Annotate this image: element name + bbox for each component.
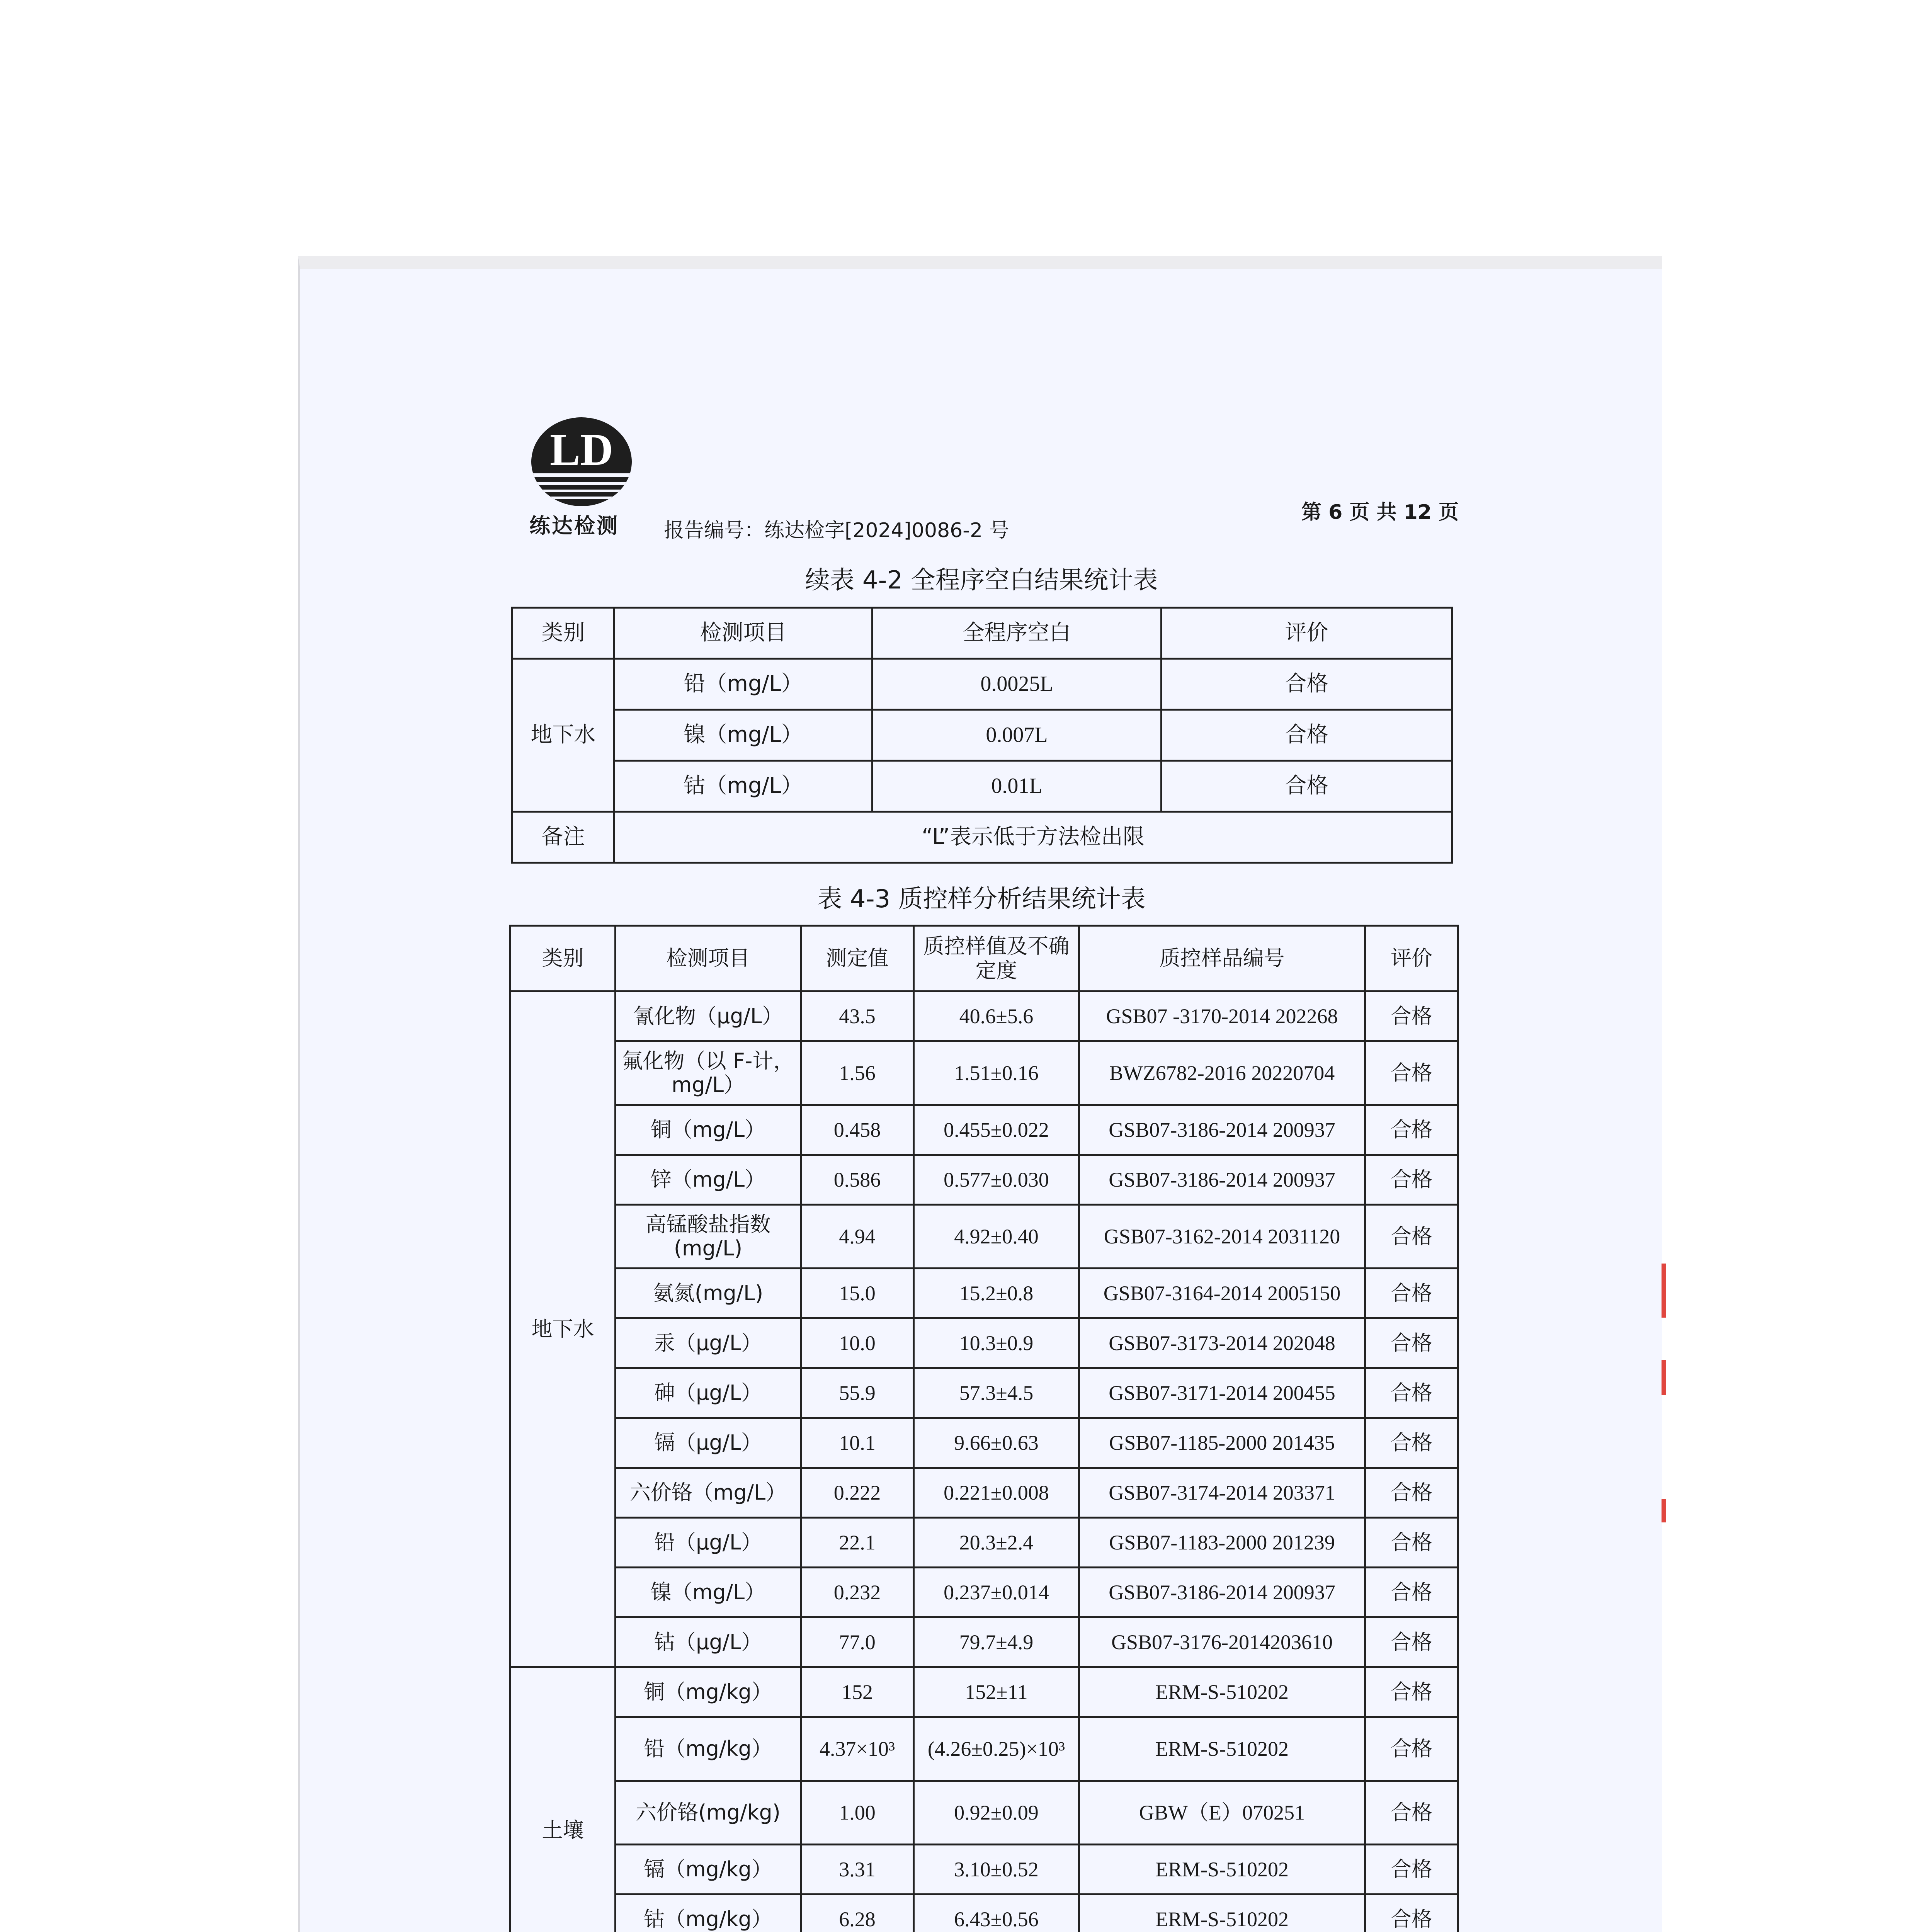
table-row (510, 1468, 1458, 1518)
evaluation-cell: 合格 (1365, 1617, 1458, 1667)
sample-code-cell: GSB07-3186-2014 200937 (1079, 1155, 1365, 1205)
item-cell: 铅（mg/kg） (616, 1717, 801, 1781)
note-row (512, 812, 1452, 863)
measured-value-cell: 10.1 (801, 1418, 914, 1468)
measured-value-cell: 152 (801, 1667, 914, 1717)
sample-code-cell: ERM-S-510202 (1079, 1717, 1365, 1781)
table-row (512, 761, 1452, 812)
reference-value-cell: 0.455±0.022 (914, 1105, 1079, 1155)
table-row (510, 1269, 1458, 1318)
reference-value-cell: 0.577±0.030 (914, 1155, 1079, 1205)
sample-code-cell: GSB07-3186-2014 200937 (1079, 1568, 1365, 1617)
item-cell: 铜（mg/L） (616, 1105, 801, 1155)
evaluation-cell: 合格 (1365, 1518, 1458, 1568)
sample-code-cell: GSB07-3162-2014 2031120 (1079, 1205, 1365, 1269)
category-cell: 土壤 (510, 1667, 616, 1932)
table-row (512, 659, 1452, 710)
evaluation-cell: 合格 (1365, 1368, 1458, 1418)
evaluation-cell: 合格 (1365, 1318, 1458, 1368)
measured-value-cell: 1.56 (801, 1041, 914, 1105)
sample-code-cell: GSB07-3171-2014 200455 (1079, 1368, 1365, 1418)
table-header-row (510, 926, 1458, 992)
evaluation-cell: 合格 (1365, 1895, 1458, 1932)
logo-company-name: 练达检测 (529, 514, 619, 538)
sample-code-cell: GSB07-3173-2014 202048 (1079, 1318, 1365, 1368)
category-cell: 地下水 (510, 992, 616, 1667)
table-row (510, 1518, 1458, 1568)
measured-value-cell: 15.0 (801, 1269, 914, 1318)
reference-value-cell: 0.221±0.008 (914, 1468, 1079, 1518)
header-cell: 检测项目 (616, 926, 801, 992)
item-cell: 钴（mg/L） (614, 761, 872, 812)
reference-value-cell: 79.7±4.9 (914, 1617, 1079, 1667)
sample-code-cell: GSB07-3186-2014 200937 (1079, 1105, 1365, 1155)
measured-value-cell: 4.37×10³ (801, 1717, 914, 1781)
reference-value-cell: 1.51±0.16 (914, 1041, 1079, 1105)
category-cell: 地下水 (512, 659, 614, 812)
measured-value-cell: 0.232 (801, 1568, 914, 1617)
table-row (510, 1041, 1458, 1105)
evaluation-cell: 合格 (1365, 1568, 1458, 1617)
sample-code-cell: GSB07-3176-2014203610 (1079, 1617, 1365, 1667)
table-row (510, 1418, 1458, 1468)
measured-value-cell: 3.31 (801, 1845, 914, 1895)
value-cell: 0.0025L (872, 659, 1162, 710)
evaluation-cell: 合格 (1162, 659, 1452, 710)
measured-value-cell: 4.94 (801, 1205, 914, 1269)
table-4-2-title: 续表 4-2 全程序空白结果统计表 (805, 566, 1158, 595)
page-indicator: 第 6 页 共 12 页 (1301, 501, 1459, 524)
table-row (510, 1617, 1458, 1667)
reference-value-cell: 0.237±0.014 (914, 1568, 1079, 1617)
evaluation-cell: 合格 (1365, 1105, 1458, 1155)
header-cell: 类别 (510, 926, 616, 992)
table-row (510, 992, 1458, 1041)
evaluation-cell: 合格 (1365, 992, 1458, 1041)
reference-value-cell: 10.3±0.9 (914, 1318, 1079, 1368)
measured-value-cell: 0.222 (801, 1468, 914, 1518)
measured-value-cell: 77.0 (801, 1617, 914, 1667)
sample-code-cell: BWZ6782-2016 20220704 (1079, 1041, 1365, 1105)
evaluation-cell: 合格 (1365, 1269, 1458, 1318)
table-row (510, 1105, 1458, 1155)
header-cell: 评价 (1365, 926, 1458, 992)
sample-code-cell: ERM-S-510202 (1079, 1667, 1365, 1717)
note-text: “L”表示低于方法检出限 (614, 812, 1452, 863)
measured-value-cell: 6.28 (801, 1895, 914, 1932)
table-4-3 (509, 925, 1459, 1932)
reference-value-cell: 9.66±0.63 (914, 1418, 1079, 1468)
item-cell: 镍（mg/L） (614, 710, 872, 761)
logo-letters: LD (550, 424, 613, 475)
note-label: 备注 (512, 812, 614, 863)
item-cell: 铅（μg/L） (616, 1518, 801, 1568)
sample-code-cell: GSB07-3164-2014 2005150 (1079, 1269, 1365, 1318)
item-cell: 六价铬（mg/L） (616, 1468, 801, 1518)
table-header-row (512, 608, 1452, 659)
evaluation-cell: 合格 (1365, 1781, 1458, 1845)
evaluation-cell: 合格 (1365, 1717, 1458, 1781)
item-cell: 镉（mg/kg） (616, 1845, 801, 1895)
item-cell: 铜（mg/kg） (616, 1667, 801, 1717)
item-cell: 氟化物（以 F-计，mg/L） (616, 1041, 801, 1105)
reference-value-cell: 15.2±0.8 (914, 1269, 1079, 1318)
sample-code-cell: ERM-S-510202 (1079, 1845, 1365, 1895)
item-cell: 钴（μg/L） (616, 1617, 801, 1667)
evaluation-cell: 合格 (1162, 710, 1452, 761)
sample-code-cell: GBW（E）070251 (1079, 1781, 1365, 1845)
measured-value-cell: 1.00 (801, 1781, 914, 1845)
reference-value-cell: 20.3±2.4 (914, 1518, 1079, 1568)
item-cell: 铅（mg/L） (614, 659, 872, 710)
item-cell: 六价铬(mg/kg) (616, 1781, 801, 1845)
sample-code-cell: GSB07-1183-2000 201239 (1079, 1518, 1365, 1568)
table-row (512, 710, 1452, 761)
stamp-edge (1662, 1264, 1666, 1318)
header-cell: 检测项目 (614, 608, 872, 659)
stamp-edge (1662, 1360, 1666, 1395)
table-row (510, 1368, 1458, 1418)
table-row (510, 1205, 1458, 1269)
stamp-edge (1662, 1499, 1666, 1522)
soil-section (510, 1667, 1458, 1932)
measured-value-cell: 0.458 (801, 1105, 914, 1155)
evaluation-cell: 合格 (1365, 1418, 1458, 1468)
header-cell: 全程序空白 (872, 608, 1162, 659)
table-row (510, 1318, 1458, 1368)
reference-value-cell: 40.6±5.6 (914, 992, 1079, 1041)
sample-code-cell: GSB07 -3170-2014 202268 (1079, 992, 1365, 1041)
header-cell: 测定值 (801, 926, 914, 992)
item-cell: 氨氮(mg/L) (616, 1269, 801, 1318)
sample-code-cell: ERM-S-510202 (1079, 1895, 1365, 1932)
measured-value-cell: 22.1 (801, 1518, 914, 1568)
evaluation-cell: 合格 (1365, 1845, 1458, 1895)
item-cell: 砷（μg/L） (616, 1368, 801, 1418)
reference-value-cell: 6.43±0.56 (914, 1895, 1079, 1932)
header-cell: 质控样值及不确定度 (914, 926, 1079, 992)
ld-logo-mark (529, 415, 634, 508)
evaluation-cell: 合格 (1365, 1205, 1458, 1269)
table-row (510, 1667, 1458, 1717)
item-cell: 镍（mg/L） (616, 1568, 801, 1617)
sample-code-cell: GSB07-3174-2014 203371 (1079, 1468, 1365, 1518)
reference-value-cell: (4.26±0.25)×10³ (914, 1717, 1079, 1781)
table-4-2 (511, 607, 1453, 864)
item-cell: 氰化物（μg/L） (616, 992, 801, 1041)
evaluation-cell: 合格 (1365, 1667, 1458, 1717)
reference-value-cell: 3.10±0.52 (914, 1845, 1079, 1895)
header-cell: 质控样品编号 (1079, 926, 1365, 992)
measured-value-cell: 0.586 (801, 1155, 914, 1205)
groundwater-section (510, 992, 1458, 1667)
header-cell: 评价 (1162, 608, 1452, 659)
evaluation-cell: 合格 (1365, 1468, 1458, 1518)
header-cell: 类别 (512, 608, 614, 659)
reference-value-cell: 57.3±4.5 (914, 1368, 1079, 1418)
value-cell: 0.01L (872, 761, 1162, 812)
value-cell: 0.007L (872, 710, 1162, 761)
item-cell: 钴（mg/kg） (616, 1895, 801, 1932)
table-row (510, 1717, 1458, 1781)
report-number: 报告编号：练达检字[2024]0086-2 号 (664, 519, 1009, 542)
table-row (510, 1895, 1458, 1932)
reference-value-cell: 0.92±0.09 (914, 1781, 1079, 1845)
measured-value-cell: 43.5 (801, 992, 914, 1041)
measured-value-cell: 10.0 (801, 1318, 914, 1368)
sample-code-cell: GSB07-1185-2000 201435 (1079, 1418, 1365, 1468)
item-cell: 锌（mg/L） (616, 1155, 801, 1205)
measured-value-cell: 55.9 (801, 1368, 914, 1418)
table-4-3-title: 表 4-3 质控样分析结果统计表 (817, 885, 1146, 913)
reference-value-cell: 152±11 (914, 1667, 1079, 1717)
reference-value-cell: 4.92±0.40 (914, 1205, 1079, 1269)
table-row (510, 1845, 1458, 1895)
table-row (510, 1568, 1458, 1617)
evaluation-cell: 合格 (1365, 1155, 1458, 1205)
evaluation-cell: 合格 (1162, 761, 1452, 812)
item-cell: 镉（μg/L） (616, 1418, 801, 1468)
evaluation-cell: 合格 (1365, 1041, 1458, 1105)
table-row (510, 1781, 1458, 1845)
item-cell: 汞（μg/L） (616, 1318, 801, 1368)
table-row (510, 1155, 1458, 1205)
item-cell: 高锰酸盐指数(mg/L) (616, 1205, 801, 1269)
